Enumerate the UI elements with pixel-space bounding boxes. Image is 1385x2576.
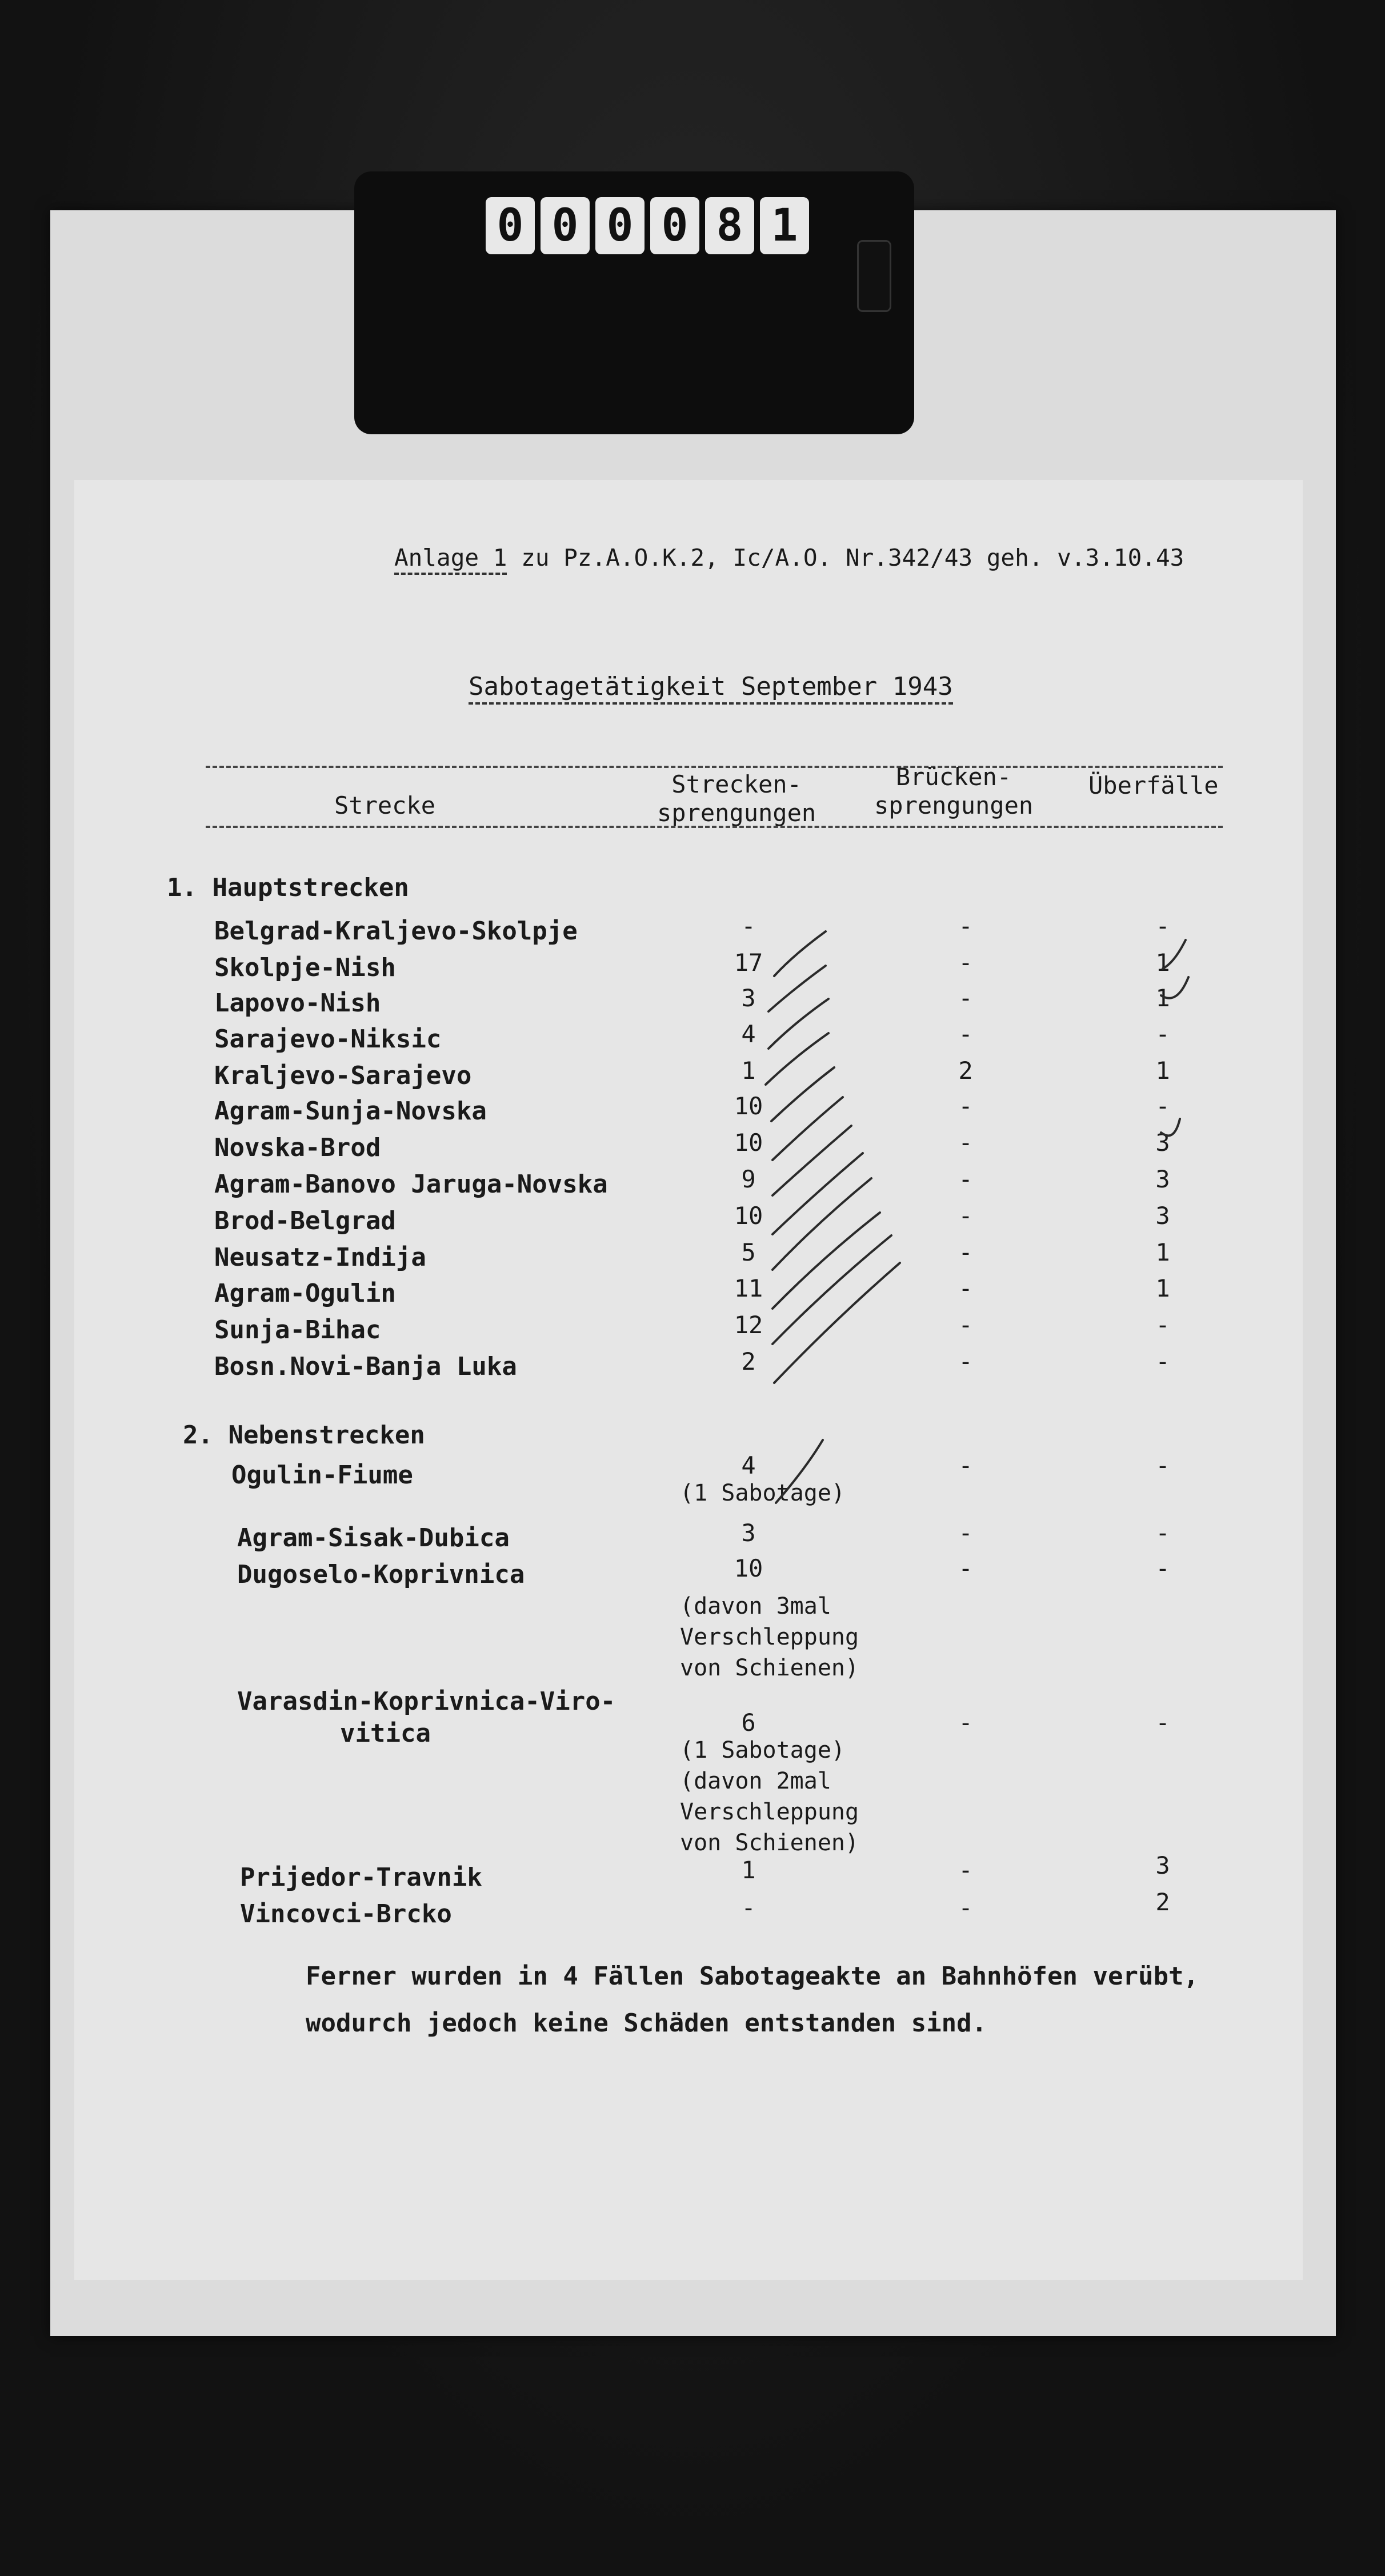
cell-strecken: 10	[734, 1092, 763, 1120]
tick-mark	[1161, 977, 1188, 998]
cell-strecken: 10	[734, 1554, 763, 1582]
cell-bruecken: -	[958, 949, 973, 977]
section-label-nebenstrecken: 2. Nebenstrecken	[183, 1421, 425, 1450]
section-label-hauptstrecken: 1. Hauptstrecken	[167, 873, 409, 902]
tick-mark	[1163, 940, 1186, 969]
cell-ueberfaelle: -	[1155, 1092, 1170, 1120]
counter-knob	[857, 240, 891, 312]
cell-strecken: 4	[741, 1451, 756, 1479]
cell-ueberfaelle: -	[1155, 1347, 1170, 1375]
row-name: Agram-Banovo Jaruga-Novska	[214, 1170, 608, 1199]
row-note-line: Verschleppung	[680, 1799, 859, 1825]
cell-bruecken: -	[958, 1856, 973, 1884]
document-title: Sabotagetätigkeit September 1943	[469, 672, 953, 705]
tick-mark	[772, 1126, 851, 1195]
cell-strecken: 5	[741, 1238, 756, 1266]
column-header-ueberfaelle: Überfälle	[1088, 771, 1219, 799]
row-name: Bosn.Novi-Banja Luka	[214, 1352, 517, 1381]
row-name: Ogulin-Fiume	[231, 1461, 413, 1490]
cell-ueberfaelle: -	[1155, 1554, 1170, 1582]
cell-bruecken: -	[958, 1274, 973, 1302]
document-page	[74, 480, 1303, 2280]
cell-ueberfaelle: 1	[1155, 949, 1170, 977]
row-name: Kraljevo-Sarajevo	[214, 1061, 472, 1090]
header-text: zu Pz.A.O.K.2, Ic/A.O. Nr.342/43 geh. v.3.10.43	[521, 544, 1184, 571]
column-header-line: sprengungen	[874, 791, 1034, 819]
cell-bruecken: -	[958, 1347, 973, 1375]
cell-strecken: -	[741, 1894, 756, 1922]
cell-bruecken: -	[958, 1202, 973, 1230]
cell-ueberfaelle: -	[1155, 1451, 1170, 1479]
row-name: Sarajevo-Niksic	[214, 1025, 442, 1054]
row-name: Brod-Belgrad	[214, 1206, 396, 1235]
cell-ueberfaelle: 1	[1155, 984, 1170, 1012]
cell-strecken: 2	[741, 1347, 756, 1375]
row-name: Novska-Brod	[214, 1133, 381, 1162]
tick-mark	[772, 1153, 863, 1234]
row-note-line: (davon 3mal	[680, 1593, 831, 1619]
cell-ueberfaelle: 3	[1155, 1165, 1170, 1193]
cell-bruecken: -	[958, 984, 973, 1012]
cell-strecken: 11	[734, 1274, 763, 1302]
cell-ueberfaelle: -	[1155, 1311, 1170, 1339]
cell-strecken: 9	[741, 1165, 756, 1193]
row-name: Agram-Sunja-Novska	[214, 1097, 487, 1126]
frame-digit: 0	[595, 197, 645, 254]
cell-bruecken: -	[958, 1129, 973, 1157]
frame-digit: 1	[760, 197, 809, 254]
cell-bruecken: -	[958, 912, 973, 940]
footer-line: Ferner wurden in 4 Fällen Sabotageakte an Bahnhöfen verübt,	[306, 1962, 1199, 1991]
tick-mark	[768, 999, 828, 1049]
row-name: Belgrad-Kraljevo-Skolpje	[214, 917, 578, 946]
row-name-line: Varasdin-Koprivnica-Viro-	[237, 1687, 616, 1716]
row-name: Neusatz-Indija	[214, 1243, 426, 1272]
cell-strecken: 6	[741, 1709, 756, 1737]
row-name: Skolpje-Nish	[214, 953, 396, 982]
row-note-line: (1 Sabotage)	[680, 1737, 845, 1763]
cell-strecken: 12	[734, 1311, 763, 1339]
cell-strecken: 10	[734, 1202, 763, 1230]
cell-ueberfaelle: 3	[1155, 1129, 1170, 1157]
cell-ueberfaelle: 3	[1155, 1202, 1170, 1230]
cell-bruecken: -	[958, 1894, 973, 1922]
row-name: Sunja-Bihac	[214, 1315, 381, 1345]
cell-ueberfaelle: -	[1155, 1519, 1170, 1547]
column-header-line: Strecken-	[671, 770, 802, 798]
cell-strecken: 17	[734, 949, 763, 977]
frame-digit: 0	[541, 197, 590, 254]
row-name: Dugoselo-Koprivnica	[237, 1560, 525, 1589]
cell-ueberfaelle: -	[1155, 1020, 1170, 1048]
row-name: Agram-Sisak-Dubica	[237, 1523, 510, 1553]
row-note-line: von Schienen)	[680, 1655, 859, 1681]
row-note-line: Verschleppung	[680, 1624, 859, 1650]
cell-ueberfaelle: 1	[1155, 1057, 1170, 1085]
cell-strecken: 3	[741, 1519, 756, 1547]
column-header-line: Brücken-	[895, 763, 1012, 791]
row-note-line: von Schienen)	[680, 1830, 859, 1856]
tick-mark	[776, 1440, 823, 1503]
cell-bruecken: -	[958, 1709, 973, 1737]
row-name: Prijedor-Travnik	[240, 1863, 482, 1892]
row-note-line: (1 Sabotage)	[680, 1480, 845, 1506]
cell-strecken: 10	[734, 1129, 763, 1157]
column-header-strecke: Strecke	[334, 791, 436, 819]
frame-counter	[486, 197, 809, 254]
cell-bruecken: -	[958, 1311, 973, 1339]
cell-bruecken: -	[958, 1519, 973, 1547]
column-header-line: sprengungen	[657, 799, 816, 827]
cell-strecken: 1	[741, 1057, 756, 1085]
row-note-line: (davon 2mal	[680, 1768, 831, 1794]
tick-mark	[772, 1097, 843, 1160]
cell-ueberfaelle: 2	[1155, 1888, 1170, 1916]
tick-mark	[772, 1178, 871, 1270]
frame-digit: 8	[705, 197, 754, 254]
header-prefix: Anlage 1	[394, 544, 507, 575]
cell-bruecken: 2	[958, 1057, 973, 1085]
cell-strecken: 3	[741, 984, 756, 1012]
tick-mark	[774, 931, 826, 976]
row-name: Lapovo-Nish	[214, 989, 381, 1018]
tick-mark	[1161, 1119, 1180, 1135]
cell-bruecken: -	[958, 1451, 973, 1479]
frame-digit: 0	[486, 197, 535, 254]
cell-ueberfaelle: 1	[1155, 1274, 1170, 1302]
cell-bruecken: -	[958, 1238, 973, 1266]
cell-strecken: 1	[741, 1856, 756, 1884]
cell-bruecken: -	[958, 1554, 973, 1582]
row-name-line: vitica	[340, 1719, 431, 1748]
cell-strecken: -	[741, 912, 756, 940]
row-name: Vincovci-Brcko	[240, 1899, 452, 1929]
footer-line: wodurch jedoch keine Schäden entstanden sind.	[306, 2009, 987, 2038]
cell-ueberfaelle: -	[1155, 1709, 1170, 1737]
row-name: Agram-Ogulin	[214, 1279, 396, 1308]
cell-bruecken: -	[958, 1092, 973, 1120]
cell-bruecken: -	[958, 1020, 973, 1048]
frame-digit: 0	[650, 197, 699, 254]
handwritten-tick-marks	[74, 480, 1303, 2280]
cell-bruecken: -	[958, 1165, 973, 1193]
cell-strecken: 4	[741, 1020, 756, 1048]
cell-ueberfaelle: 1	[1155, 1238, 1170, 1266]
cell-ueberfaelle: 3	[1155, 1851, 1170, 1879]
cell-ueberfaelle: -	[1155, 912, 1170, 940]
